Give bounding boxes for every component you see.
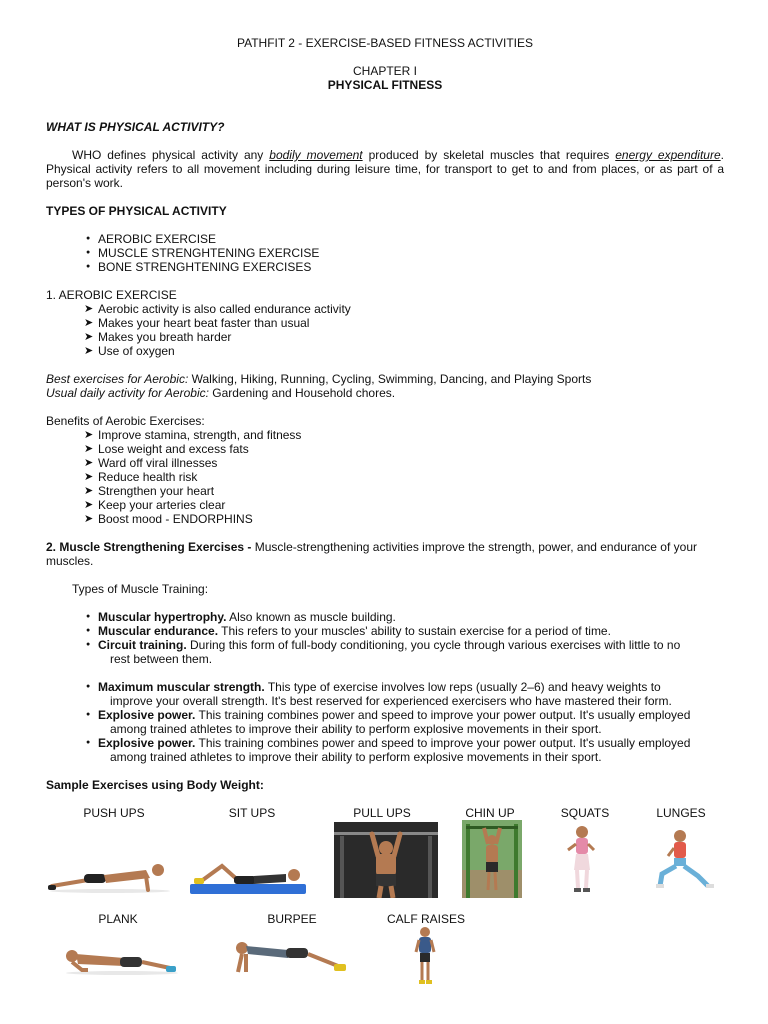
definition: During this form of full-body conditioning, you cycle through various exercises with little to no (186, 638, 681, 652)
document-page (46, 36, 724, 792)
list-item: ● AEROBIC EXERCISE (46, 232, 724, 246)
definition-continued: rest between them. (110, 652, 213, 666)
definition: This training combines power and speed to improve your power output. It's usually employed (195, 708, 691, 722)
inline-label: Usual daily activity for Aerobic: (46, 386, 209, 400)
sit-ups-image (188, 848, 308, 898)
definition-continued: improve your overall strength. It's best reserved for experienced exercisers who have mastered their form. (110, 694, 672, 708)
paragraph-text: produced by skeletal muscles that requires (362, 148, 616, 162)
plank-image (62, 944, 180, 976)
list-item: ➤ Aerobic activity is also called endurance activity (46, 302, 724, 316)
definition: This refers to your muscles' ability to sustain exercise for a period of time. (218, 624, 611, 638)
label-sit-ups: SIT UPS (228, 806, 276, 820)
inline-text: Walking, Hiking, Running, Cycling, Swimming, Dancing, and Playing Sports (188, 372, 592, 386)
chin-up-image (462, 820, 522, 898)
aerobic-heading: 1. AEROBIC EXERCISE (46, 288, 177, 302)
list-item: ➤ Makes you breath harder (46, 330, 724, 344)
definition: Also known as muscle building. (226, 610, 396, 624)
list-item: ➤ Improve stamina, strength, and fitness (46, 428, 724, 442)
inline-text: Gardening and Household chores. (208, 386, 396, 400)
term: Maximum muscular strength. (98, 680, 265, 694)
list-item (46, 624, 724, 638)
paragraph-text: WHO defines physical activity any (72, 148, 270, 162)
list-item: ➤ Makes your heart beat faster than usual (46, 316, 724, 330)
list-item: ➤ Reduce health risk (46, 470, 724, 484)
list-item: ➤ Boost mood - ENDORPHINS (46, 512, 724, 526)
section-heading-types: TYPES OF PHYSICAL ACTIVITY (46, 204, 227, 218)
muscle-types-heading: Types of Muscle Training: (72, 582, 209, 596)
what-is-paragraph (46, 148, 724, 190)
term: Explosive power. (98, 736, 196, 750)
list-item (46, 708, 724, 736)
paragraph-text: . Physical activity refers to all movement including during leisure time, for transport to get to and from places, or as part of a person's work. (46, 148, 724, 190)
list-item: ➤ Ward off viral illnesses (46, 456, 724, 470)
list-item: ● BONE STRENGHTENING EXERCISES (46, 260, 724, 274)
benefits-heading: Benefits of Aerobic Exercises: (46, 414, 205, 428)
muscle-types-list (46, 610, 724, 764)
term: Muscular endurance. (98, 624, 219, 638)
label-plank: PLANK (98, 912, 138, 926)
label-push-ups: PUSH UPS (83, 806, 145, 820)
chapter-number: CHAPTER I (352, 64, 417, 78)
term: Muscular hypertrophy. (98, 610, 227, 624)
muscle-text: Muscle-strengthening activities improve the strength, power, and endurance of your muscles. (46, 540, 697, 568)
best-exercises-line (46, 372, 724, 386)
label-squats: SQUATS (560, 806, 610, 820)
label-lunges: LUNGES (656, 806, 706, 820)
label-burpee: BURPEE (267, 912, 317, 926)
label-calf-raises: CALF RAISES (386, 912, 466, 926)
pull-ups-image (334, 822, 438, 898)
daily-activity-line (46, 386, 724, 400)
underlined-term: energy expenditure (615, 148, 721, 162)
push-ups-image (46, 848, 174, 894)
label-pull-ups: PULL UPS (353, 806, 411, 820)
list-item: ➤ Lose weight and excess fats (46, 442, 724, 456)
list-item (46, 610, 724, 624)
term: Explosive power. (98, 708, 196, 722)
burpee-image (230, 938, 350, 978)
underlined-term: bodily movement (269, 148, 363, 162)
definition-continued: among trained athletes to improve their ability to perform explosive movements in their sport. (110, 722, 602, 736)
list-item: ➤ Strengthen your heart (46, 484, 724, 498)
list-item (46, 680, 724, 708)
aerobic-points (46, 302, 724, 358)
samples-heading: Sample Exercises using Body Weight: (46, 778, 264, 792)
inline-label: Best exercises for Aerobic: (46, 372, 189, 386)
label-chin-up: CHIN UP (465, 806, 515, 820)
definition: This type of exercise involves low reps (usually 2–6) and heavy weights to (264, 680, 661, 694)
lunges-image (646, 826, 720, 898)
chapter-title: PHYSICAL FITNESS (327, 78, 443, 92)
list-item: ➤ Keep your arteries clear (46, 498, 724, 512)
term: Circuit training. (98, 638, 187, 652)
benefits-list (46, 428, 724, 526)
list-item (46, 638, 724, 666)
list-item (46, 736, 724, 764)
definition-continued: among trained athletes to improve their ability to perform explosive movements in their sport. (110, 750, 602, 764)
course-title: PATHFIT 2 - EXERCISE-BASED FITNESS ACTIVITIES (236, 36, 534, 50)
list-item: ➤ Use of oxygen (46, 344, 724, 358)
muscle-heading: 2. Muscle Strengthening Exercises - (46, 540, 252, 554)
definition: This training combines power and speed to improve your power output. It's usually employed (195, 736, 691, 750)
section-heading-what-is: WHAT IS PHYSICAL ACTIVITY? (46, 120, 225, 134)
types-list (46, 232, 724, 274)
list-item: ● MUSCLE STRENGHTENING EXERCISE (46, 246, 724, 260)
squats-image (544, 820, 620, 898)
calf-raises-image (412, 926, 438, 988)
muscle-paragraph (46, 540, 724, 568)
